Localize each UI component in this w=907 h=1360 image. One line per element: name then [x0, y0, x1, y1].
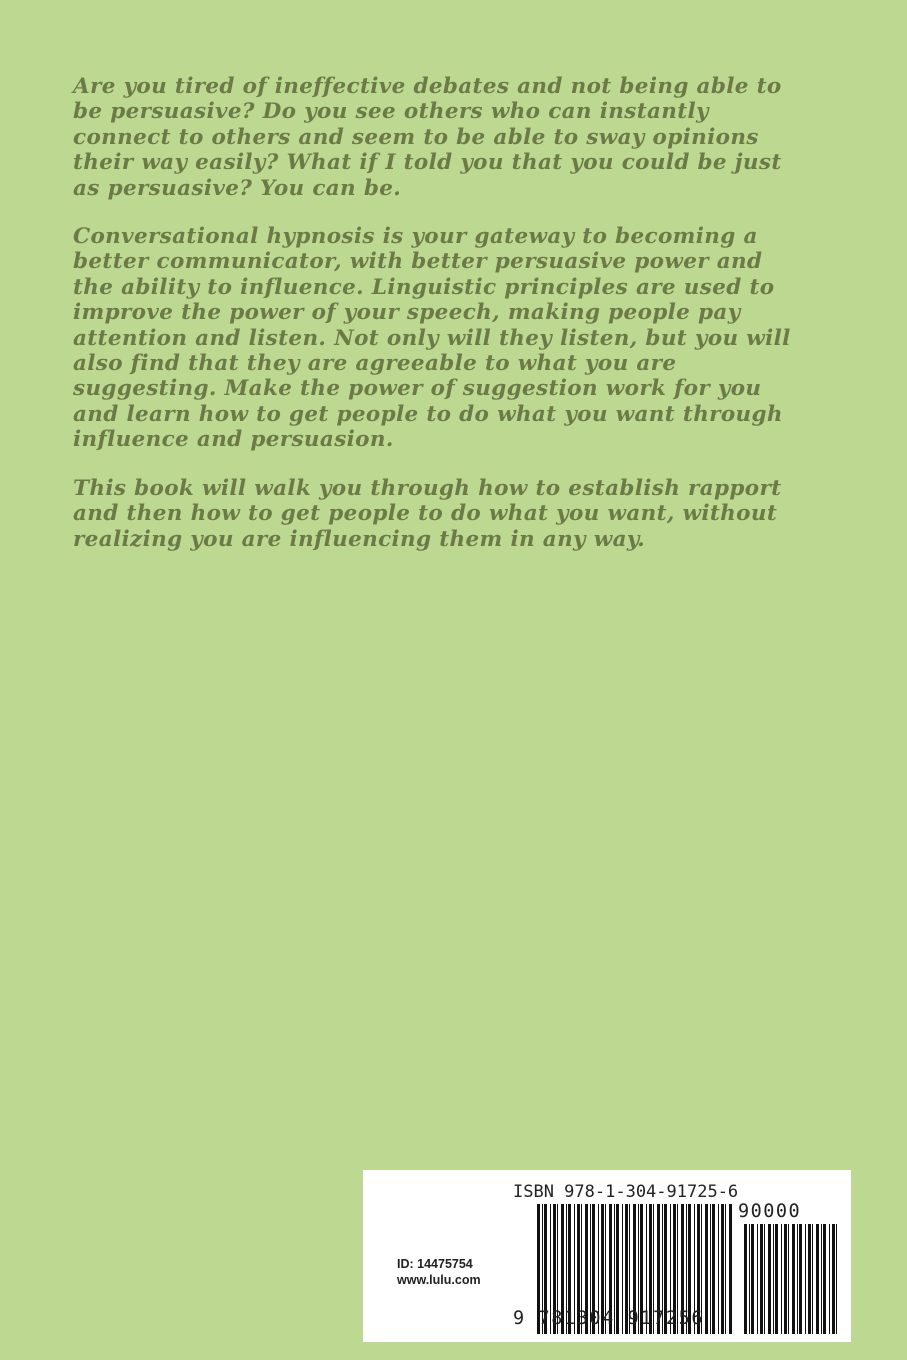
barcode-bar [832, 1224, 835, 1334]
barcode-bar [705, 1204, 708, 1334]
barcode-bar [781, 1224, 782, 1334]
barcode-bar [712, 1204, 715, 1334]
ean-digits: 9 781304 917256 [513, 1308, 705, 1329]
blurb-paragraph-1: Are you tired of ineffective debates and not being able to be persuasive? Do you see others who can instantly connect to others and seem to be able to sway opinions their way easily? What if I told you that you could be just as persuasive? You can be. [73, 74, 782, 201]
barcode-bar [721, 1204, 724, 1334]
barcode-bar [710, 1204, 711, 1334]
publisher-url: www.lulu.com [397, 1273, 481, 1287]
barcode-bar [757, 1224, 758, 1334]
barcode-bar [816, 1224, 819, 1334]
barcode-bar [729, 1204, 732, 1334]
barcode-bar [829, 1224, 830, 1334]
barcode-bar [718, 1204, 719, 1334]
barcode-panel [363, 1170, 851, 1342]
barcode-bar [725, 1204, 726, 1334]
barcode-bar [760, 1224, 763, 1334]
barcode-bar [836, 1224, 837, 1334]
barcode-bar [821, 1224, 822, 1334]
barcode-bar [808, 1224, 811, 1334]
back-cover-blurb [73, 74, 853, 575]
barcode-bar [812, 1224, 813, 1334]
blurb-paragraph-3: This book will walk you through how to establish rapport and then how to get people to do what you want, without realizing you are influencing them in any way. [73, 475, 782, 552]
barcode-bar [744, 1224, 747, 1334]
price-addon-digits: 90000 [738, 1201, 802, 1222]
barcode-bar [805, 1224, 806, 1334]
barcode-bar [823, 1224, 826, 1334]
barcode-bar [749, 1224, 750, 1334]
barcode-bar [764, 1224, 765, 1334]
barcode-bar [797, 1224, 798, 1334]
barcode-bar [751, 1224, 754, 1334]
barcode-bar [788, 1224, 789, 1334]
barcode-bar [799, 1224, 802, 1334]
isbn-label: ISBN 978-1-304-91725-6 [513, 1182, 739, 1202]
barcode-bar [768, 1224, 771, 1334]
barcode-bar [773, 1224, 774, 1334]
blurb-paragraph-2: Conversational hypnosis is your gateway to becoming a better communicator, with better persuasive power and the ability to influence. Linguistic principles are used to improve the power of your speech, making people pay attention and listen. Not only will they listen, but you will also find that they are agreeable to what you are suggesting. Make the power of suggestion work for you and learn how to get people to do what you want through influence and persuasion. [73, 224, 791, 453]
addon-barcode [744, 1224, 839, 1334]
barcode-bar [784, 1224, 787, 1334]
barcode-bar [775, 1224, 778, 1334]
barcode-bar [792, 1224, 795, 1334]
publisher-id: ID: 14475754 [397, 1257, 473, 1271]
